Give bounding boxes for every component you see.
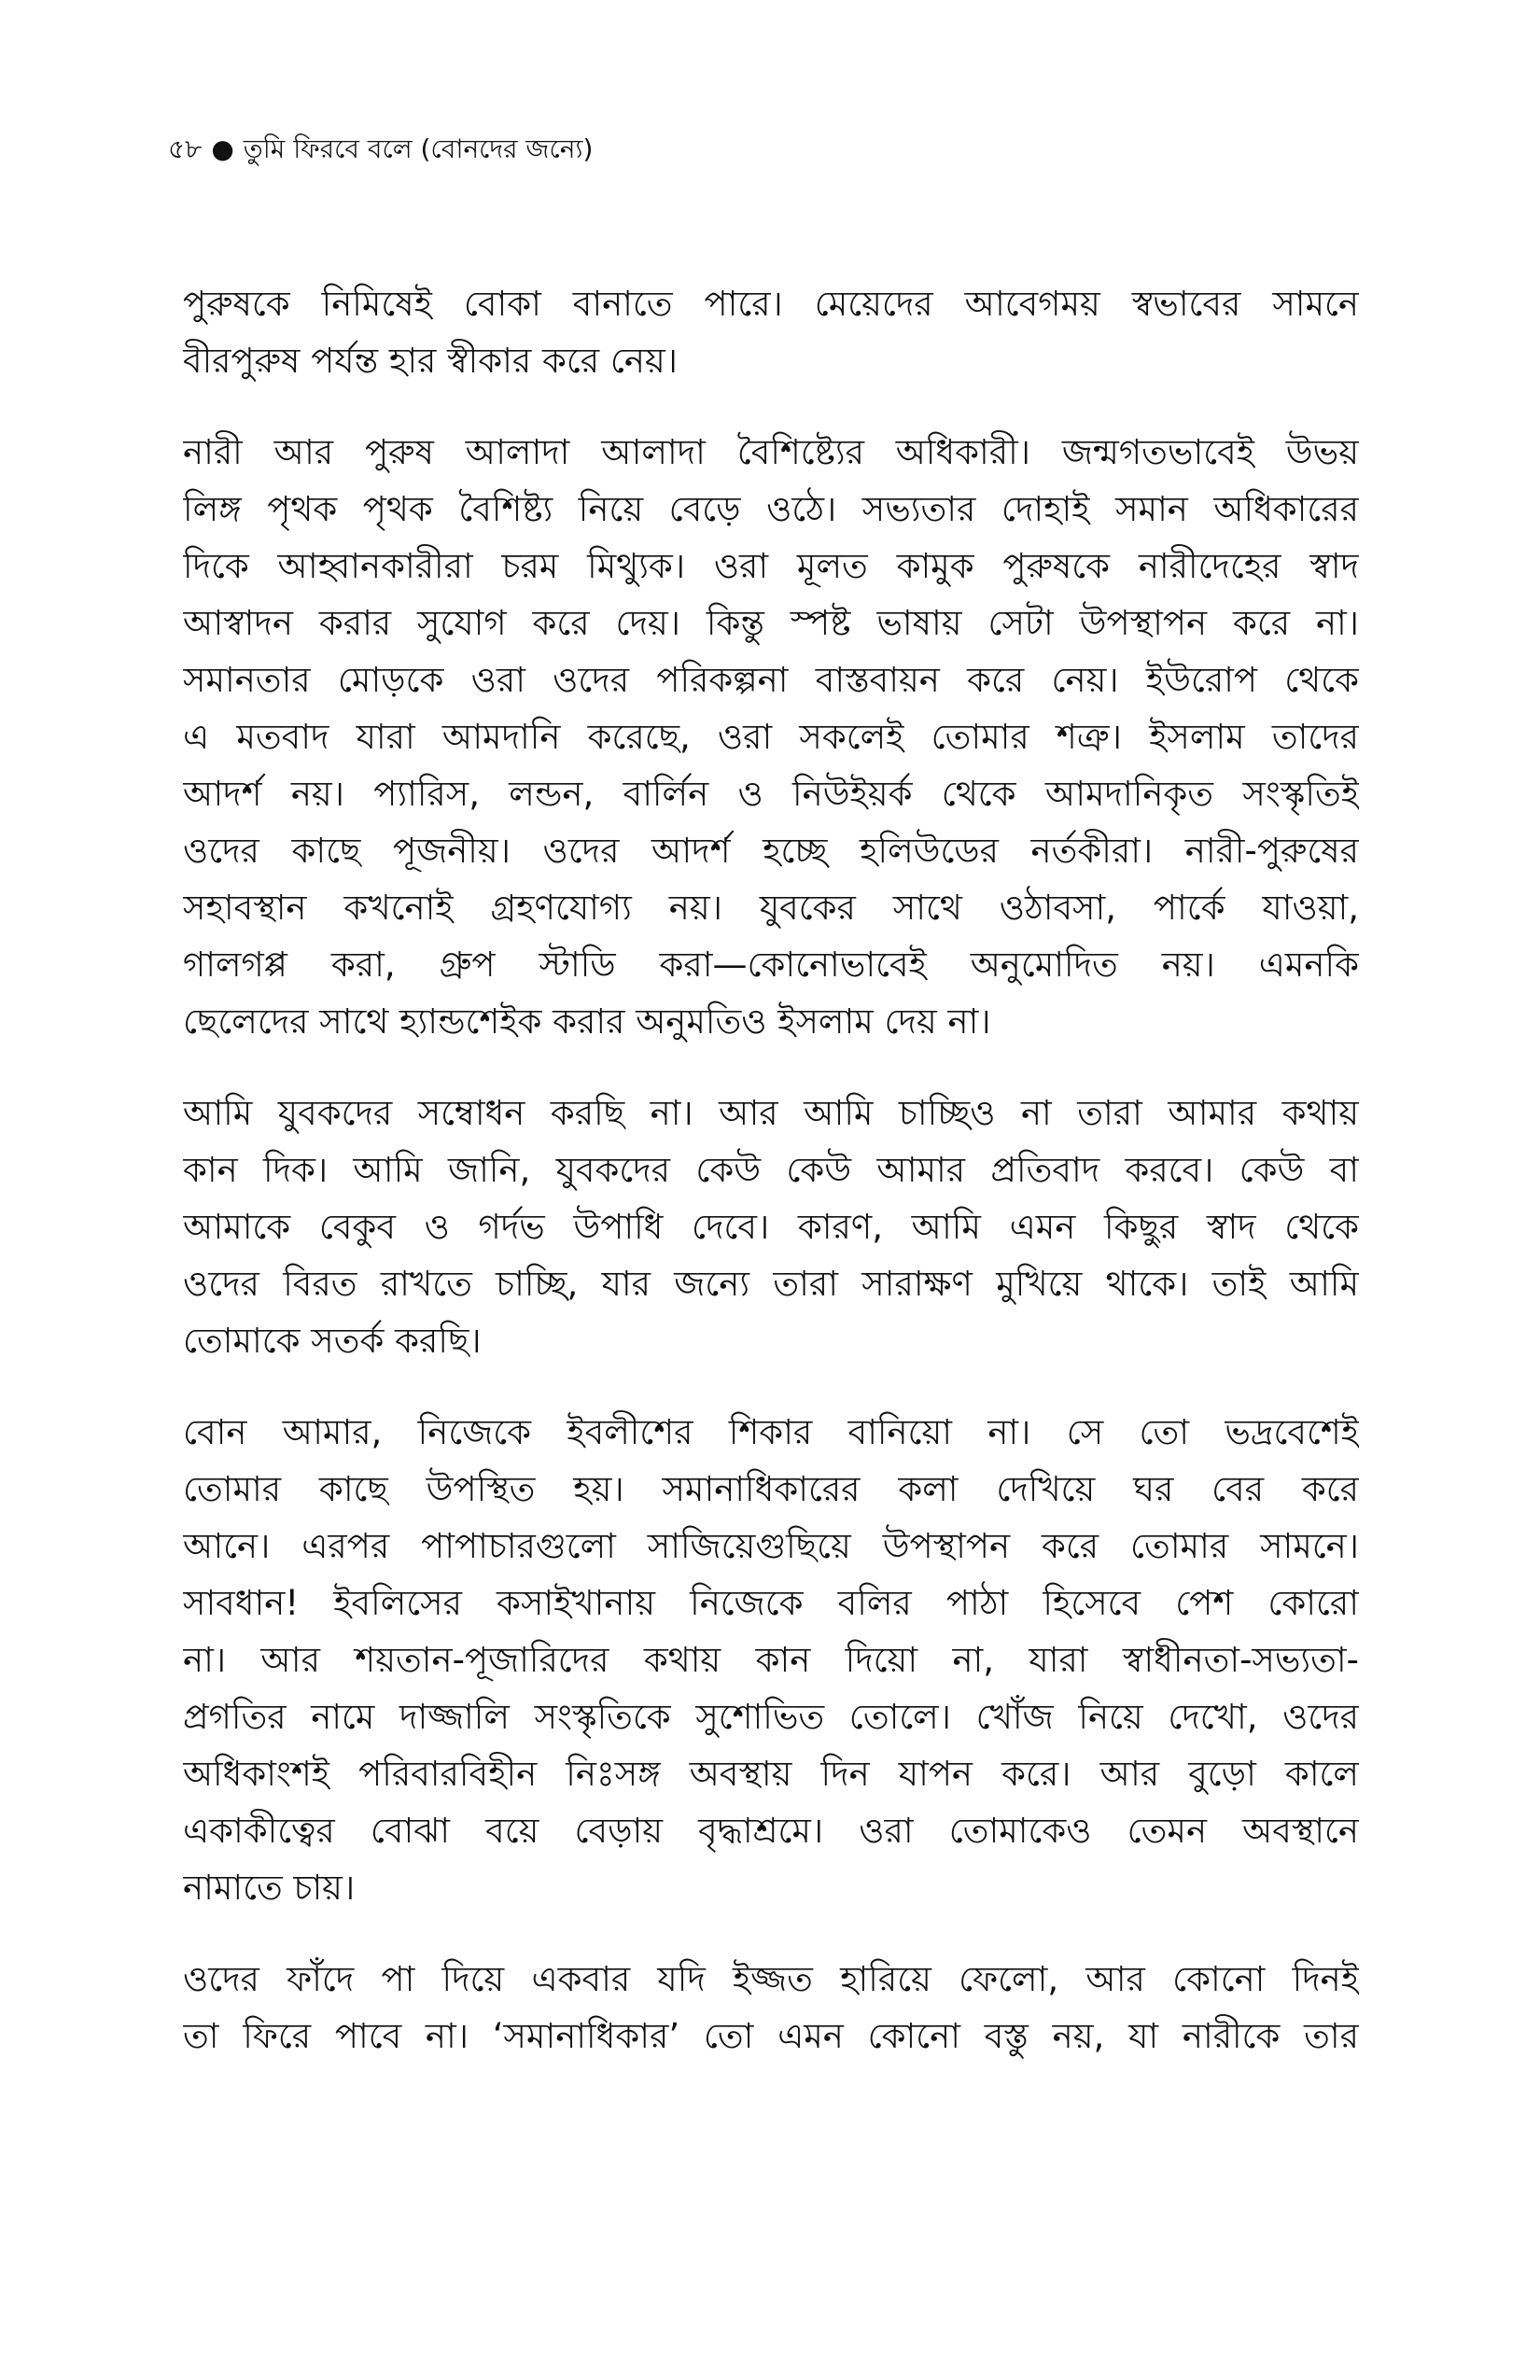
bullet-separator: ● bbox=[211, 133, 234, 164]
paragraph-3 bbox=[183, 1085, 1359, 1369]
text-line: তা ফিরে পাবে না। ‘সমানাধিকার’ তো এমন কোনো বস্তু নয়, যা নারীকে তার bbox=[183, 2016, 1359, 2056]
text-line: একাকীত্বের বোঝা বয়ে বেড়ায় বৃদ্ধাশ্রমে। ওরা তোমাকেও তেমন অবস্থানে bbox=[183, 1811, 1359, 1851]
text-line: আমি যুবকদের সম্বোধন করছি না। আর আমি চাচ্ছিও না তারা আমার কথায় bbox=[183, 1093, 1359, 1133]
text-line: প্রগতির নামে দাজ্জালি সংস্কৃতিকে সুশোভিত তোলে। খোঁজ নিয়ে দেখো, ওদের bbox=[183, 1697, 1359, 1737]
text-line: বোন আমার, নিজেকে ইবলীশের শিকার বানিয়ো না। সে তো ভদ্রবেশেই bbox=[183, 1412, 1359, 1452]
text-line: না। আর শয়তান-পূজারিদের কথায় কান দিয়ো না, যারা স্বাধীনতা-সভ্যতা- bbox=[183, 1640, 1359, 1680]
text-line: তোমাকে সতর্ক করছি। bbox=[183, 1321, 482, 1361]
text-line: লিঙ্গ পৃথক পৃথক বৈশিষ্ট্য নিয়ে বেড়ে ওঠে। সভ্যতার দোহাই সমান অধিকারের bbox=[183, 489, 1359, 529]
text-line: সমানতার মোড়কে ওরা ওদের পরিকল্পনা বাস্তবায়ন করে নেয়। ইউরোপ থেকে bbox=[183, 660, 1359, 700]
text-line: আদর্শ নয়। প্যারিস, লন্ডন, বার্লিন ও নিউইয়র্ক থেকে আমদানিকৃত সংস্কৃতিই bbox=[183, 774, 1359, 814]
text-line: ছেলেদের সাথে হ্যান্ডশেইক করার অনুমতিও ইসলাম দেয় না। bbox=[183, 1001, 991, 1042]
text-line: অধিকাংশই পরিবারবিহীন নিঃসঙ্গ অবস্থায় দিন যাপন করে। আর বুড়ো কালে bbox=[183, 1754, 1359, 1794]
text-line: গালগপ্প করা, গ্রুপ স্টাডি করা—কোনোভাবেই অনুমোদিত নয়। এমনকি bbox=[183, 945, 1359, 985]
text-line: ওদের বিরত রাখতে চাচ্ছি, যার জন্যে তারা সারাক্ষণ মুখিয়ে থাকে। তাই আমি bbox=[183, 1264, 1359, 1304]
text-line: দিকে আহ্বানকারীরা চরম মিথ্যুক। ওরা মূলত কামুক পুরুষকে নারীদেহের স্বাদ bbox=[183, 546, 1359, 586]
text-line: কান দিক। আমি জানি, যুবকদের কেউ কেউ আমার প্রতিবাদ করবে। কেউ বা bbox=[183, 1150, 1359, 1190]
paragraph-5 bbox=[183, 1951, 1359, 2065]
text-line: এ মতবাদ যারা আমদানি করেছে, ওরা সকলেই তোমার শত্রু। ইসলাম তাদের bbox=[183, 717, 1359, 757]
paragraph-4 bbox=[183, 1404, 1359, 1916]
paragraph-2 bbox=[183, 424, 1359, 1050]
page-number: ৫৮ bbox=[168, 133, 203, 164]
book-title: তুমি ফিরবে বলে (বোনদের জন্যে) bbox=[243, 133, 594, 164]
text-line: ওদের ফাঁদে পা দিয়ে একবার যদি ইজ্জত হারিয়ে ফেলো, আর কোনো দিনই bbox=[183, 1959, 1359, 1999]
body-text bbox=[183, 275, 1359, 2099]
text-line: তোমার কাছে উপস্থিত হয়। সমানাধিকারের কলা দেখিয়ে ঘর বের করে bbox=[183, 1469, 1359, 1509]
text-line: বীরপুরুষ পর্যন্ত হার স্বীকার করে নেয়। bbox=[183, 341, 678, 381]
text-line: নারী আর পুরুষ আলাদা আলাদা বৈশিষ্ট্যের অধিকারী। জন্মগতভাবেই উভয় bbox=[183, 432, 1359, 472]
text-line: নামাতে চায়। bbox=[183, 1868, 356, 1908]
text-line: সহাবস্থান কখনোই গ্রহণযোগ্য নয়। যুবকের সাথে ওঠাবসা, পার্কে যাওয়া, bbox=[183, 888, 1359, 928]
text-line: আস্বাদন করার সুযোগ করে দেয়। কিন্তু স্পষ্ট ভাষায় সেটা উপস্থাপন করে না। bbox=[183, 603, 1359, 643]
text-line: সাবধান! ইবলিসের কসাইখানায় নিজেকে বলির পাঠা হিসেবে পেশ কোরো bbox=[183, 1583, 1359, 1623]
text-line: পুরুষকে নিমিষেই বোকা বানাতে পারে। মেয়েদের আবেগময় স্বভাবের সামনে bbox=[183, 284, 1359, 324]
text-line: আনে। এরপর পাপাচারগুলো সাজিয়েগুছিয়ে উপস্থাপন করে তোমার সামনে। bbox=[183, 1526, 1359, 1566]
running-header bbox=[168, 131, 593, 168]
text-line: ওদের কাছে পূজনীয়। ওদের আদর্শ হচ্ছে হলিউডের নর্তকীরা। নারী-পুরুষের bbox=[183, 831, 1359, 871]
paragraph-1 bbox=[183, 275, 1359, 389]
text-line: আমাকে বেকুব ও গর্দভ উপাধি দেবে। কারণ, আমি এমন কিছুর স্বাদ থেকে bbox=[183, 1207, 1359, 1247]
